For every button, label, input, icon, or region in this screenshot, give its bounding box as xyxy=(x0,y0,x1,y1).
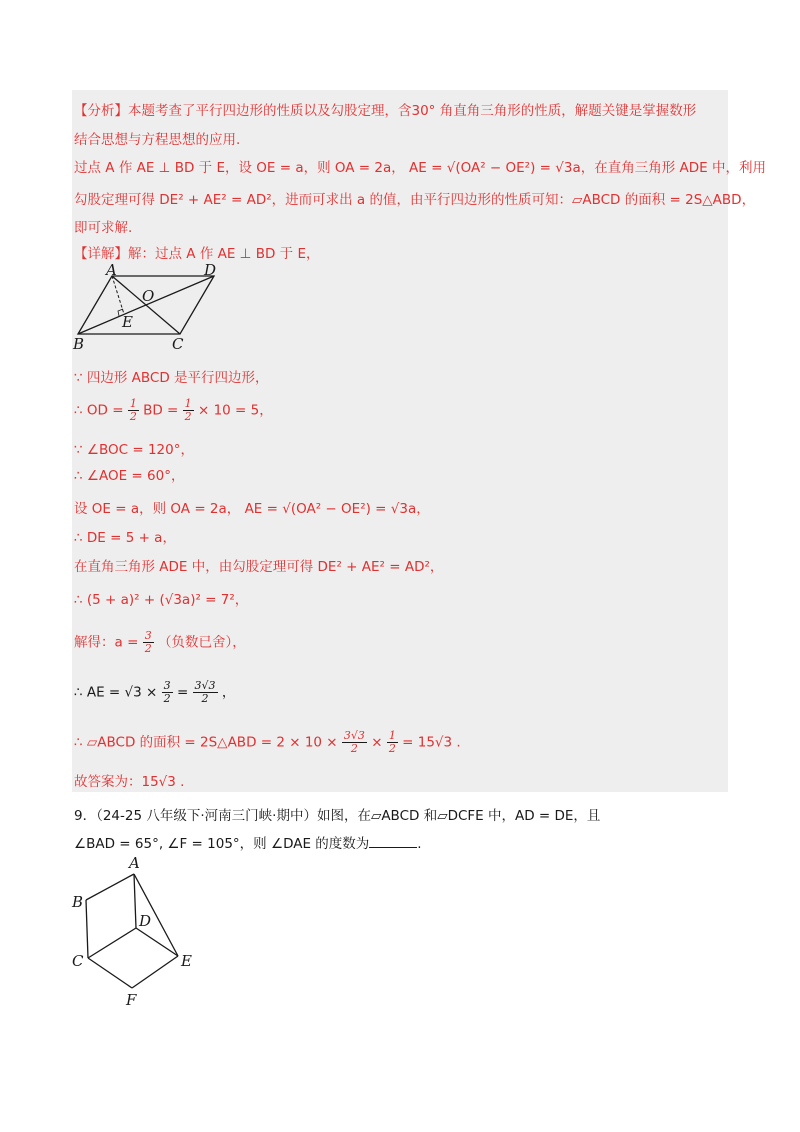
fraction-half-c: $\frac{1}{2}$ xyxy=(388,729,396,755)
segment-cf xyxy=(88,958,132,988)
label-B2: B xyxy=(72,893,84,911)
fraction-three-half: $\frac{3}{2}$ xyxy=(144,629,152,655)
parallelogram-figure-1 xyxy=(72,264,222,354)
label-A1: A xyxy=(106,264,117,279)
label-C1: C xyxy=(172,335,184,353)
segment-ad xyxy=(134,874,136,928)
fraction-three-half-2: $\frac{3}{2}$ xyxy=(163,679,171,705)
detail-step-5: 设 OE = a，则 OA = 2a， AE = √(OA² − OE²) = √3a， xyxy=(74,501,430,517)
analysis-line-5: 即可求解. xyxy=(74,220,133,236)
question-9-line-1: 9．（24-25 八年级下·河南三门峡·期中）如图，在▱ABCD 和▱DCFE 中，AD = DE，且 xyxy=(74,808,601,824)
fraction-ae: $\frac{3√3}{2}$ xyxy=(194,679,216,705)
detail-step-11: ∴ ▱ABCD 的面积 = 2S△ABD = 2 × 10 × $\frac{3√3}{2}$ × $\frac{1}{2}$ = 15√3 . xyxy=(74,729,461,755)
detail-step-3: ∵ ∠BOC = 120°， xyxy=(74,442,194,458)
question-9-line-2: ∠BAD = 65°, ∠F = 105°，则 ∠DAE 的度数为 . xyxy=(74,836,422,852)
segment-ba xyxy=(86,874,134,900)
detail-step-7: 在直角三角形 ADE 中，由勾股定理可得 DE² + AE² = AD²， xyxy=(74,559,444,575)
label-E2: E xyxy=(181,952,192,970)
label-E1: E xyxy=(122,313,133,331)
segment-cd xyxy=(88,928,136,958)
detail-step-9: 解得：a = $\frac{3}{2}$ （负数已舍）， xyxy=(74,629,246,655)
detail-step-4: ∴ ∠AOE = 60°， xyxy=(74,468,185,484)
detail-step-2: ∴ OD = $\frac{1}{2}$ BD = $\frac{1}{2}$ × 10 = 5， xyxy=(74,397,273,423)
fraction-half-a: $\frac{1}{2}$ xyxy=(129,397,137,423)
label-B1: B xyxy=(73,335,85,353)
detail-step-6: ∴ DE = 5 + a， xyxy=(74,530,176,546)
detail-step-8: ∴ (5 + a)² + (√3a)² = 7²， xyxy=(74,592,249,608)
label-F2: F xyxy=(126,991,137,1009)
analysis-line-1: 【分析】本题考查了平行四边形的性质以及勾股定理，含30° 角直角三角形的性质，解题关键是掌握数形 xyxy=(74,103,697,119)
label-O1: O xyxy=(142,287,155,305)
analysis-line-2: 结合思想与方程思想的应用. xyxy=(74,132,241,148)
analysis-line-4: 勾股定理可得 DE² + AE² = AD²，进而可求出 a 的值，由平行四边形的性质可知：▱ABCD 的面积 = 2S△ABD， xyxy=(74,192,756,208)
parallelogram-figure-2 xyxy=(66,852,206,1010)
answer-blank[interactable] xyxy=(369,835,417,848)
segment-de xyxy=(136,928,178,956)
detail-answer: 故答案为：15√3 . xyxy=(74,774,185,790)
detail-step-10: ∴ AE = √3 × $\frac{3}{2}$ = $\frac{3√3}{2}$ ， xyxy=(74,679,236,705)
label-D1: D xyxy=(204,264,217,279)
label-C2: C xyxy=(72,952,84,970)
segment-fe xyxy=(132,956,178,988)
label-A2: A xyxy=(129,854,140,872)
fraction-ae-2: $\frac{3√3}{2}$ xyxy=(343,729,365,755)
analysis-line-3: 过点 A 作 AE ⊥ BD 于 E，设 OE = a，则 OA = 2a， AE = √(OA² − OE²) = √3a，在直角三角形 ADE 中，利用 xyxy=(74,160,766,176)
detail-intro: 【详解】解：过点 A 作 AE ⊥ BD 于 E， xyxy=(74,246,320,262)
segment-bc xyxy=(86,900,88,958)
fraction-half-b: $\frac{1}{2}$ xyxy=(184,397,192,423)
label-D2: D xyxy=(139,912,152,930)
detail-step-1: ∵ 四边形 ABCD 是平行四边形， xyxy=(74,370,269,386)
